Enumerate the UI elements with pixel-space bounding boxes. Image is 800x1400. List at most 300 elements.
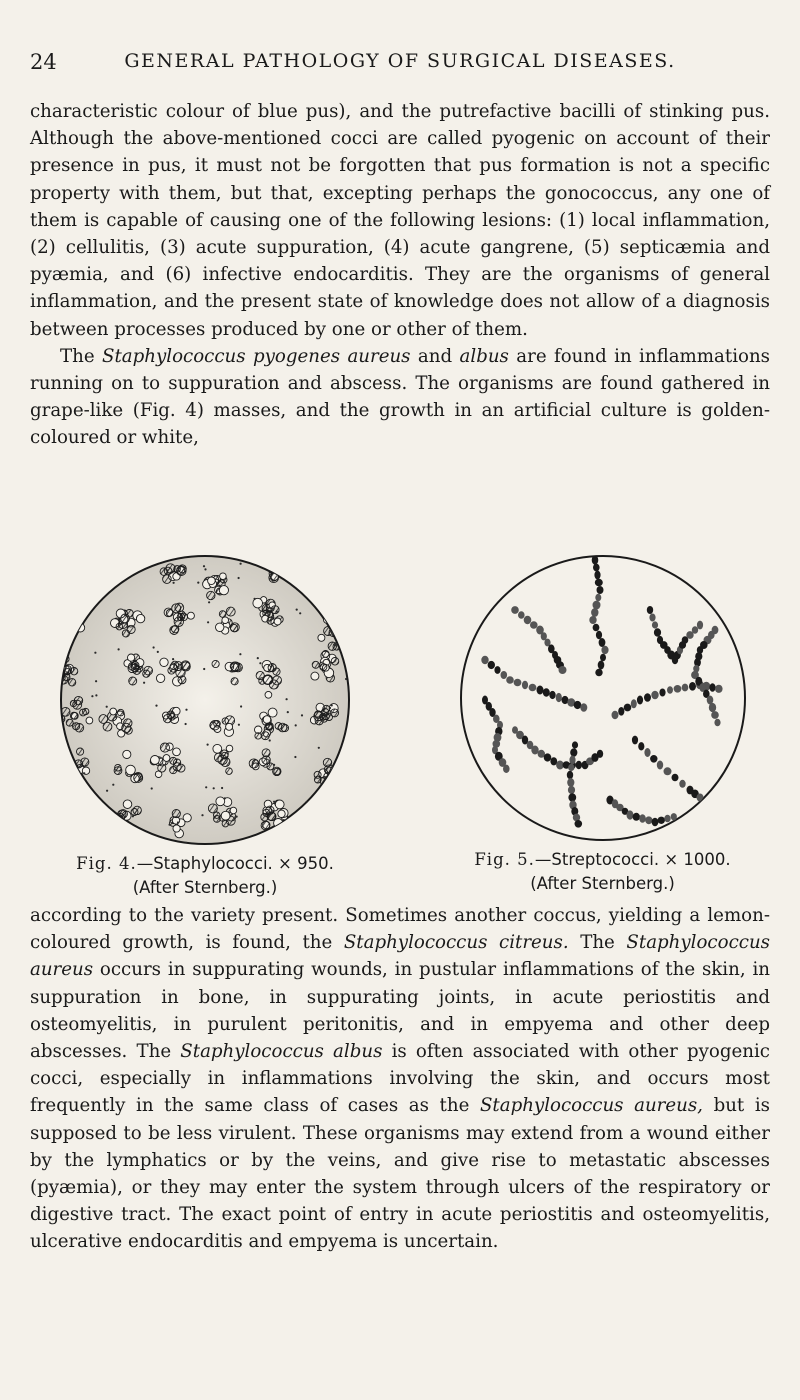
coccus-mark: [267, 617, 274, 624]
paragraph-text: The: [568, 932, 627, 954]
paragraph-text: characteristic colour of blue pus), and the putrefactive bacilli of stinking pus. Although the above-mentioned cocci are called pyogenic on account of their presence in pus, it must not be forgotten that pus formation is not a specific property with them, but that, excepting perhaps the gonococcus, any one of them is capable of causing one of the following lesions: (1) local inflammation, (2) cellulitis, (3) acute suppuration, (4) acute gangrene, (5) septicæmia and pyæmia, and (6) infective endocarditis. They are the organisms of general inflammation, and the present state of knowledge does not allow of a diagnosis between processes produced by one or other of them.: [30, 101, 770, 340]
coccus-mark: [265, 691, 272, 698]
coccus-mark: [567, 778, 574, 787]
coccus-mark: [62, 579, 71, 588]
coccus-mark: [656, 761, 662, 770]
coccus-mark: [261, 821, 270, 830]
granule-mark: [169, 824, 171, 826]
coccus-mark: [626, 810, 633, 819]
coccus-mark: [134, 773, 143, 782]
coccus-mark: [575, 761, 581, 769]
coccus-mark: [323, 705, 330, 712]
coccus-mark: [173, 763, 181, 771]
coccus-mark: [66, 719, 73, 726]
coccus-mark: [313, 575, 321, 583]
staphylococci-micrograph-icon: [55, 550, 355, 850]
granule-mark: [236, 816, 238, 818]
coccus-mark: [261, 813, 269, 821]
coccus-mark: [220, 573, 227, 580]
coccus-mark: [268, 708, 277, 717]
granule-mark: [301, 844, 303, 846]
coccus-mark: [592, 624, 599, 632]
coccus-mark: [68, 679, 75, 686]
coccus-mark: [112, 575, 119, 582]
coccus-mark: [312, 577, 319, 584]
coccus-mark: [167, 711, 175, 719]
coccus-mark: [283, 563, 292, 572]
granule-mark: [91, 695, 93, 697]
granule-mark: [151, 787, 153, 789]
coccus-mark: [542, 688, 549, 696]
coccus-mark: [72, 813, 80, 821]
coccus-mark: [271, 606, 279, 614]
coccus-mark: [129, 677, 137, 685]
coccus-mark: [112, 566, 120, 574]
granule-mark: [276, 611, 278, 613]
granule-mark: [252, 837, 254, 839]
coccus-mark: [715, 685, 723, 693]
coccus-mark: [679, 780, 685, 788]
coccus-mark: [330, 573, 337, 580]
body-text-bottom: [30, 902, 770, 1256]
coccus-mark: [156, 674, 164, 682]
coccus-mark: [568, 793, 576, 802]
granule-mark: [185, 723, 187, 725]
granule-mark: [295, 831, 297, 833]
granule-mark: [143, 682, 145, 684]
coccus-mark: [66, 765, 74, 773]
coccus-mark: [210, 720, 220, 730]
coccus-mark: [589, 616, 596, 624]
coccus-mark: [331, 770, 338, 777]
coccus-mark: [111, 567, 119, 575]
figure-5: [445, 550, 760, 896]
coccus-mark: [323, 713, 330, 720]
coccus-mark: [596, 750, 602, 758]
coccus-mark: [123, 750, 131, 758]
coccus-mark: [278, 565, 285, 572]
coccus-mark: [521, 681, 527, 689]
coccus-mark: [670, 813, 676, 820]
coccus-mark: [266, 724, 273, 731]
coccus-mark: [216, 797, 225, 806]
coccus-mark: [513, 679, 521, 686]
coccus-mark: [308, 576, 316, 584]
coccus-mark: [569, 756, 575, 765]
granule-mark: [157, 651, 159, 653]
coccus-mark: [69, 572, 79, 582]
granule-mark: [257, 657, 259, 659]
coccus-mark: [623, 704, 631, 712]
granule-mark: [239, 653, 241, 655]
coccus-mark: [180, 613, 187, 620]
coccus-mark: [80, 709, 87, 716]
coccus-mark: [67, 812, 74, 819]
coccus-mark: [328, 797, 335, 804]
figure-title: —Staphylococci. × 950.: [136, 854, 334, 873]
coccus-mark: [83, 817, 93, 827]
coccus-mark: [207, 591, 215, 599]
granule-mark: [83, 772, 85, 774]
granule-mark: [343, 562, 345, 564]
coccus-mark: [568, 764, 574, 771]
coccus-mark: [230, 623, 239, 632]
coccus-mark: [518, 611, 525, 619]
coccus-mark: [311, 672, 319, 680]
coccus-mark: [176, 668, 185, 677]
granule-mark: [334, 644, 336, 646]
coccus-mark: [593, 564, 600, 572]
granule-mark: [345, 678, 347, 680]
granule-mark: [350, 675, 352, 677]
coccus-mark: [322, 803, 332, 813]
coccus-mark: [500, 671, 507, 679]
coccus-mark: [74, 613, 81, 620]
coccus-mark: [59, 767, 66, 774]
paragraph-continuation: [30, 98, 770, 343]
coccus-mark: [231, 662, 240, 671]
coccus-mark: [312, 661, 319, 668]
granule-mark: [301, 714, 303, 716]
coccus-mark: [673, 685, 681, 693]
granule-mark: [316, 716, 318, 718]
coccus-mark: [212, 660, 219, 667]
coccus-mark: [70, 770, 78, 778]
granule-mark: [106, 790, 108, 792]
coccus-mark: [487, 661, 494, 669]
granule-mark: [331, 704, 333, 706]
coccus-mark: [650, 755, 657, 763]
coccus-mark: [136, 614, 144, 622]
coccus-mark: [208, 577, 216, 585]
coccus-mark: [123, 800, 132, 809]
paragraph-text: are found in inflammations running on to suppuration and abscess. The organisms are found gathered in grape-like (Fig. 4) masses, and the growth in an artificial culture is golden-coloured or white,: [30, 345, 771, 449]
coccus-mark: [681, 684, 688, 692]
coccus-mark: [618, 707, 624, 716]
granule-mark: [197, 582, 199, 584]
coccus-mark: [151, 756, 160, 765]
coccus-mark: [121, 614, 130, 623]
coccus-mark: [315, 575, 323, 583]
coccus-mark: [88, 803, 97, 812]
coccus-mark: [218, 755, 227, 764]
coccus-mark: [511, 606, 519, 614]
granule-mark: [238, 724, 240, 726]
coccus-mark: [64, 760, 71, 767]
granule-mark: [95, 694, 97, 696]
granule-mark: [203, 668, 205, 670]
granule-mark: [295, 724, 297, 726]
granule-mark: [248, 840, 250, 842]
coccus-mark: [231, 678, 238, 685]
figure-credit: (After Sternberg.): [132, 878, 278, 897]
coccus-mark: [261, 732, 269, 740]
coccus-mark: [592, 601, 600, 610]
body-text-top: [30, 98, 770, 452]
coccus-mark: [691, 626, 697, 633]
granule-mark: [224, 797, 226, 799]
granule-mark: [172, 658, 174, 660]
coccus-mark: [543, 753, 551, 761]
coccus-mark: [222, 820, 229, 827]
coccus-mark: [318, 814, 325, 821]
coccus-mark: [714, 719, 720, 727]
coccus-mark: [122, 630, 129, 637]
species-name: albus: [459, 345, 509, 367]
coccus-mark: [76, 573, 84, 581]
granule-mark: [286, 698, 288, 700]
coccus-mark: [125, 567, 133, 575]
coccus-mark: [591, 608, 598, 617]
coccus-mark: [315, 811, 324, 820]
coccus-mark: [531, 746, 538, 755]
granule-mark: [238, 577, 240, 579]
granule-mark: [112, 784, 114, 786]
coccus-mark: [601, 646, 608, 654]
granule-mark: [102, 554, 104, 556]
coccus-mark: [221, 811, 230, 820]
granule-mark: [86, 840, 88, 842]
coccus-mark: [278, 567, 287, 576]
granule-mark: [57, 786, 59, 788]
coccus-mark: [81, 808, 88, 815]
granule-mark: [106, 706, 108, 708]
coccus-mark: [74, 604, 81, 611]
paragraph-text: is often associated with other pyogenic cocci, especially in inflammations involving the skin, and occurs most frequently in the same class of cases as the: [30, 1041, 770, 1117]
coccus-mark: [78, 563, 86, 571]
granule-mark: [177, 821, 179, 823]
coccus-mark: [60, 610, 69, 619]
coccus-mark: [323, 796, 332, 805]
paragraph-staphylococcus: [30, 343, 770, 452]
coccus-mark: [574, 820, 582, 828]
coccus-mark: [594, 571, 600, 580]
granule-mark: [63, 823, 65, 825]
granule-mark: [205, 786, 207, 788]
coccus-mark: [172, 604, 181, 613]
coccus-mark: [160, 568, 168, 576]
granule-mark: [118, 648, 120, 650]
granule-mark: [254, 598, 256, 600]
coccus-mark: [75, 724, 84, 733]
coccus-mark: [596, 586, 603, 594]
coccus-mark: [160, 658, 168, 666]
coccus-mark: [573, 701, 581, 709]
coccus-mark: [631, 736, 637, 745]
coccus-mark: [689, 682, 696, 691]
granule-mark: [318, 747, 320, 749]
coccus-mark: [644, 748, 650, 757]
coccus-mark: [638, 742, 644, 750]
coccus-mark: [226, 768, 233, 775]
granule-mark: [353, 707, 355, 709]
coccus-mark: [55, 666, 58, 674]
granule-mark: [299, 612, 301, 614]
coccus-mark: [263, 675, 272, 684]
granule-mark: [155, 705, 157, 707]
coccus-mark: [66, 767, 73, 774]
granule-mark: [123, 712, 125, 714]
species-name: Staphylococcus albus: [180, 1041, 383, 1063]
coccus-mark: [651, 621, 657, 628]
coccus-mark: [273, 561, 281, 569]
granule-mark: [240, 705, 242, 707]
coccus-mark: [110, 708, 117, 715]
coccus-mark: [324, 562, 333, 571]
coccus-mark: [523, 616, 531, 624]
coccus-mark: [328, 642, 336, 650]
coccus-mark: [663, 767, 671, 775]
granule-mark: [287, 711, 289, 713]
granule-mark: [240, 563, 242, 565]
paragraph-text: The: [60, 345, 103, 367]
paragraph-varieties: [30, 902, 770, 1256]
coccus-mark: [708, 703, 715, 712]
coccus-mark: [126, 765, 136, 775]
coccus-mark: [528, 684, 536, 691]
paragraph-text: occurs in suppurating wounds, in pustular inflammations of the skin, in suppuration in bone, in suppurating joints, in acute periostitis and osteomyelitis, in purulent peritonitis, and in empyema and other deep abscesses. The: [30, 959, 770, 1063]
coccus-mark: [226, 723, 233, 730]
coccus-mark: [187, 612, 194, 619]
coccus-mark: [632, 813, 639, 821]
granule-mark: [213, 787, 215, 789]
granule-mark: [94, 652, 96, 654]
coccus-mark: [173, 825, 180, 832]
coccus-mark: [226, 607, 235, 616]
granule-mark: [66, 561, 68, 563]
granule-mark: [295, 566, 297, 568]
coccus-mark: [324, 804, 333, 813]
coccus-mark: [701, 797, 707, 805]
coccus-mark: [696, 621, 702, 630]
coccus-mark: [77, 565, 85, 573]
coccus-mark: [630, 699, 636, 708]
coccus-mark: [316, 576, 324, 584]
coccus-mark: [580, 703, 587, 712]
coccus-mark: [76, 610, 84, 618]
granule-mark: [219, 585, 221, 587]
coccus-mark: [113, 571, 122, 580]
coccus-mark: [321, 579, 329, 587]
granule-mark: [113, 581, 115, 583]
coccus-mark: [219, 611, 226, 618]
coccus-mark: [331, 658, 339, 666]
coccus-mark: [324, 804, 333, 813]
coccus-mark: [506, 676, 514, 684]
granule-mark: [207, 848, 209, 850]
coccus-mark: [316, 577, 322, 583]
coccus-mark: [639, 814, 646, 823]
coccus-mark: [263, 716, 271, 724]
granule-mark: [65, 836, 67, 838]
coccus-mark: [645, 816, 652, 824]
coccus-mark: [72, 558, 81, 567]
coccus-mark: [230, 807, 237, 814]
granule-mark: [269, 739, 271, 741]
granule-mark: [185, 709, 187, 711]
coccus-mark: [77, 581, 86, 590]
coccus-mark: [160, 743, 169, 752]
coccus-mark: [104, 579, 113, 588]
streptococci-micrograph-icon: [455, 550, 751, 846]
coccus-mark: [73, 569, 82, 578]
coccus-mark: [336, 809, 343, 816]
page-header: [30, 50, 770, 80]
coccus-mark: [71, 572, 79, 580]
granule-mark: [273, 764, 275, 766]
coccus-mark: [216, 623, 224, 631]
granule-mark: [153, 646, 155, 648]
coccus-mark: [549, 691, 555, 699]
granule-mark: [203, 565, 205, 567]
paragraph-text: but is supposed to be less virulent. These organisms may extend from a wound either by the lymphatics or by the veins, and give rise to metastatic abscesses (pyæmia), or they may enter the system through ulcers of the respiratory or digestive tract. The exact point of entry in acute periostitis and osteomyelitis, ulcerative endocarditis and empyema is uncertain.: [30, 1095, 770, 1253]
granule-mark: [58, 814, 60, 816]
coccus-mark: [709, 683, 715, 692]
granule-mark: [124, 731, 126, 733]
coccus-mark: [651, 818, 658, 827]
coccus-mark: [77, 748, 84, 755]
coccus-mark: [594, 579, 602, 586]
coccus-mark: [664, 815, 670, 822]
coccus-mark: [64, 669, 70, 675]
coccus-mark: [99, 715, 108, 724]
coccus-mark: [89, 807, 98, 816]
coccus-mark: [651, 691, 658, 700]
coccus-mark: [263, 561, 272, 570]
coccus-mark: [131, 664, 139, 672]
granule-mark: [208, 601, 210, 603]
coccus-mark: [322, 651, 329, 658]
figure-credit: (After Sternberg.): [530, 874, 675, 893]
coccus-mark: [334, 775, 343, 784]
coccus-mark: [70, 614, 79, 623]
coccus-mark: [131, 809, 138, 816]
coccus-mark: [336, 775, 344, 783]
coccus-mark: [82, 809, 89, 816]
paragraph-text: according to the variety present. Sometimes another coccus, yielding a lemon-coloured growth, is found, the: [30, 905, 770, 954]
coccus-mark: [711, 711, 719, 719]
figure-5-caption: [445, 848, 760, 896]
species-name: Staphylococcus aureus: [30, 932, 770, 981]
page-number: 24: [30, 50, 57, 74]
coccus-mark: [304, 571, 310, 577]
granule-mark: [108, 550, 110, 552]
granule-mark: [221, 787, 223, 789]
coccus-mark: [172, 810, 180, 818]
coccus-mark: [316, 576, 324, 584]
granule-mark: [207, 621, 209, 623]
coccus-mark: [600, 654, 606, 661]
coccus-mark: [331, 709, 339, 717]
granule-mark: [296, 609, 298, 611]
coccus-mark: [249, 759, 258, 768]
coccus-mark: [219, 586, 228, 595]
coccus-mark: [274, 618, 281, 625]
coccus-mark: [321, 580, 328, 587]
granule-mark: [159, 556, 161, 558]
coccus-mark: [208, 804, 217, 813]
coccus-mark: [114, 565, 122, 573]
coccus-mark: [77, 810, 86, 819]
coccus-mark: [337, 760, 346, 769]
coccus-mark: [163, 575, 172, 584]
coccus-mark: [597, 661, 604, 670]
coccus-mark: [281, 724, 288, 731]
granule-mark: [339, 620, 341, 622]
coccus-mark: [536, 686, 543, 695]
coccus-mark: [566, 771, 572, 779]
coccus-mark: [173, 748, 181, 756]
